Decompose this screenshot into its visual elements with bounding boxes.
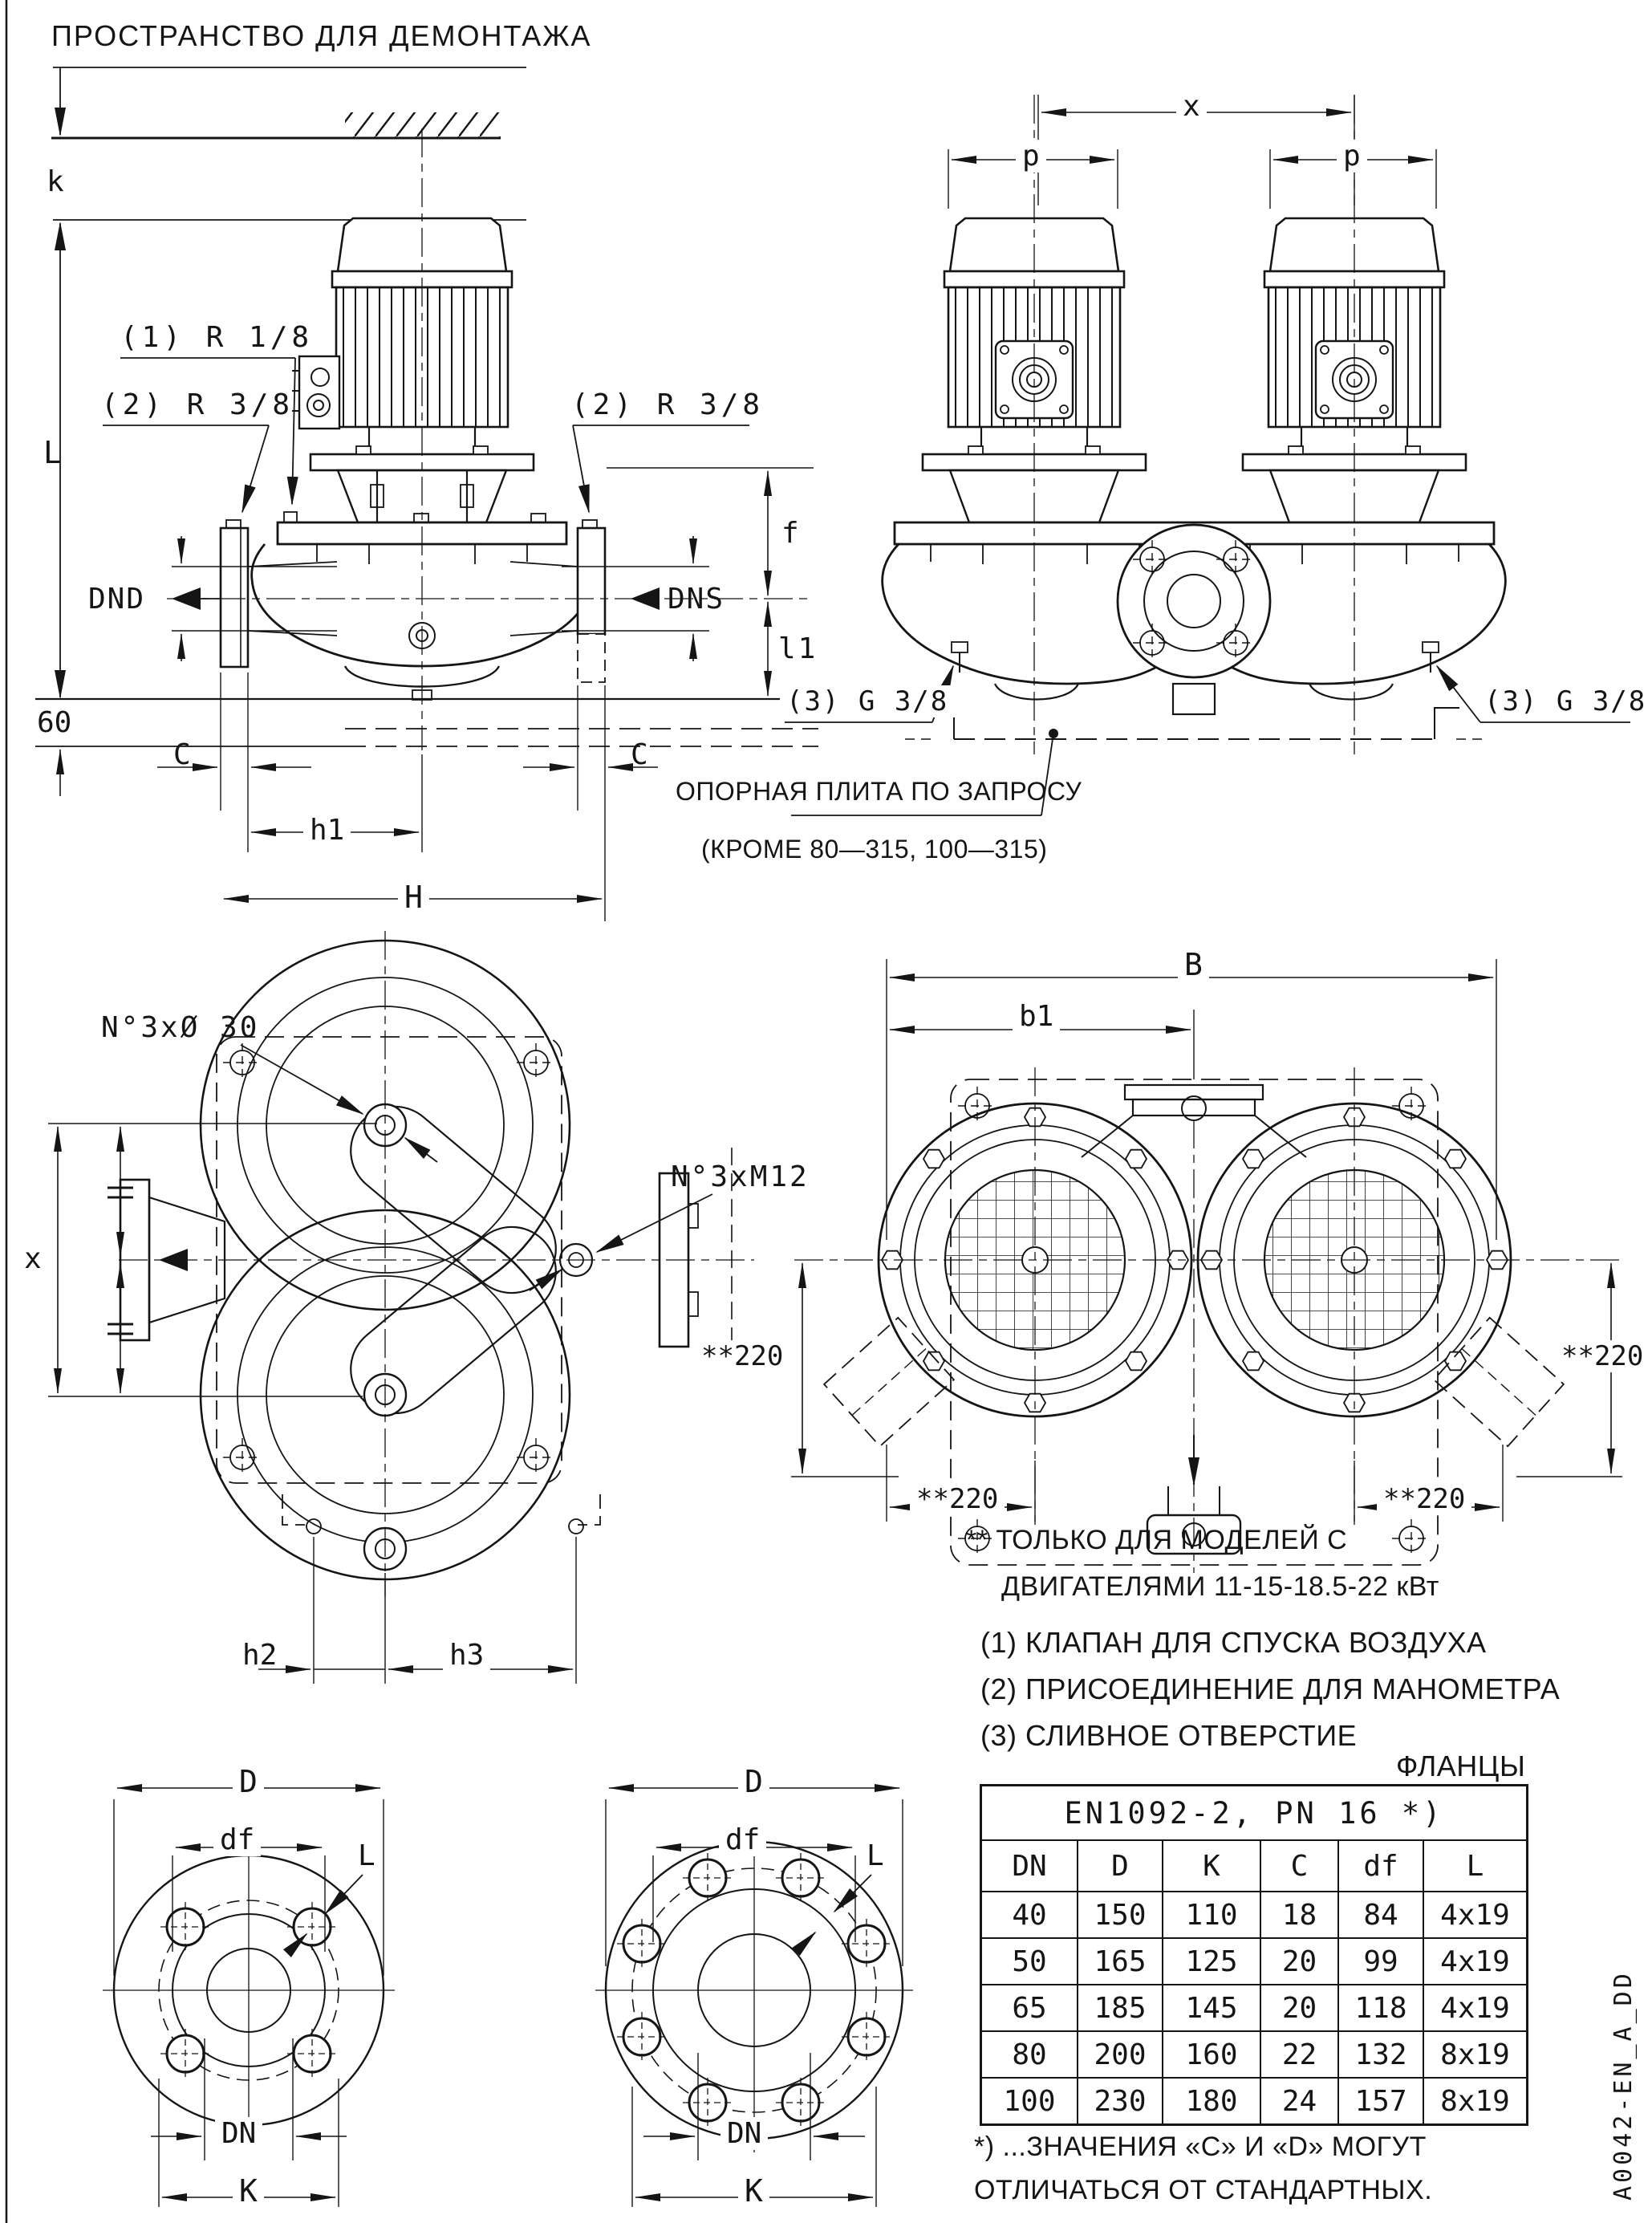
note-models-line2: ДВИГАТЕЛЯМИ 11-15-18.5-22 кВт (1001, 1571, 1439, 1602)
cell: 185 (1078, 1985, 1163, 2031)
callout-3-g38-left: (3) G 3/8 (780, 685, 955, 717)
table-footnote-line1: *) ...ЗНАЧЕНИЯ «C» И «D» МОГУТ (974, 2132, 1427, 2162)
cell: 180 (1163, 2078, 1260, 2125)
dual-top-view-art (791, 959, 1622, 1573)
cell: 230 (1078, 2078, 1163, 2125)
dim-f-label: f (781, 517, 799, 550)
dim-60-label: 60 (37, 706, 72, 739)
dim-h2-label: h2 (242, 1639, 278, 1672)
col-header-df: df (1338, 1840, 1423, 1892)
dim-H-label: H (398, 880, 429, 915)
cell: 157 (1338, 2078, 1423, 2125)
dim-220-left-v: **220 (695, 1340, 789, 1372)
dim-c-right-label: C (631, 738, 648, 771)
cell: 165 (1078, 1938, 1163, 1985)
dim-h3-label: h3 (443, 1639, 490, 1672)
note-item2: (2) ПРИСОЕДИНЕНИЕ ДЛЯ МАНОМЕТРА (980, 1672, 1561, 1705)
col-header-k: K (1163, 1840, 1260, 1892)
dim-p-right-label: p (1337, 140, 1367, 173)
table-row (981, 1892, 1528, 1938)
cell: 125 (1163, 1938, 1260, 1985)
callout-2-r38-right: (2) R 3/8 (571, 388, 765, 421)
dim-x-top-label: x (18, 1242, 48, 1275)
fdl-D-label: D (233, 1764, 264, 1799)
dim-220-left-h: **220 (910, 1483, 1005, 1515)
threads-note-label: N°3xM12 (671, 1160, 810, 1193)
callout-3-g38-right: (3) G 3/8 (1478, 685, 1652, 717)
cell: 200 (1078, 2031, 1163, 2078)
dim-x-front-label: x (1176, 90, 1207, 123)
cell: 150 (1078, 1892, 1163, 1938)
flanges-caption: ФЛАНЦЫ (1396, 1750, 1526, 1782)
col-header-d: D (1078, 1840, 1163, 1892)
cell: 50 (981, 1938, 1078, 1985)
cell: 65 (981, 1985, 1078, 2031)
fdr-D-label: D (738, 1764, 769, 1799)
cell: 118 (1338, 1985, 1423, 2031)
dim-k-label: k (47, 165, 64, 198)
callout-2-r38-left: (2) R 3/8 (101, 388, 294, 421)
cell: 110 (1163, 1892, 1260, 1938)
plate-note-line1: ОПОРНАЯ ПЛИТА ПО ЗАПРОСУ (676, 777, 1082, 806)
col-header-dn: DN (981, 1840, 1078, 1892)
note-models-line1: ** ТОЛЬКО ДЛЯ МОДЕЛЕЙ С (966, 1525, 1348, 1555)
flange-table-standard: EN1092-2, PN 16 *) (981, 1786, 1528, 1841)
dim-B-label: B (1178, 947, 1209, 982)
dim-220-right-v: **220 (1555, 1340, 1650, 1372)
table-footnote-line2: ОТЛИЧАТЬСЯ ОТ СТАНДАРТНЫХ. (974, 2175, 1433, 2205)
note-item3: (3) СЛИВНОЕ ОТВЕРСТИЕ (980, 1719, 1358, 1752)
cell: 8x19 (1423, 2031, 1528, 2078)
plate-note-line2: (КРОМЕ 80—315, 100—315) (701, 835, 1048, 864)
holes-note-label: N°3xØ 30 (101, 1011, 260, 1044)
flange-table (980, 1784, 1528, 2126)
cell: 100 (981, 2078, 1078, 2125)
cell: 22 (1260, 2031, 1338, 2078)
dim-c-left-label: C (173, 738, 191, 771)
table-row (981, 2031, 1528, 2078)
table-row (981, 1938, 1528, 1985)
fdr-K-label: K (738, 2173, 769, 2209)
table-row (981, 2078, 1528, 2125)
cell: 40 (981, 1892, 1078, 1938)
fdl-K-label: K (233, 2173, 264, 2209)
dim-b1-label: b1 (1013, 1000, 1060, 1033)
doc-code: A0042-EN_A_DD (1609, 1970, 1638, 2201)
cell: 4x19 (1423, 1892, 1528, 1938)
fdl-DN-label: DN (215, 2117, 262, 2150)
cell: 8x19 (1423, 2078, 1528, 2125)
port-dns-label: DNS (668, 583, 725, 616)
cell: 20 (1260, 1985, 1338, 2031)
cell: 4x19 (1423, 1985, 1528, 2031)
cell: 18 (1260, 1892, 1338, 1938)
cell: 24 (1260, 2078, 1338, 2125)
col-header-l: L (1423, 1840, 1528, 1892)
dim-220-right-h: **220 (1377, 1483, 1471, 1515)
cell: 132 (1338, 2031, 1423, 2078)
cell: 84 (1338, 1892, 1423, 1938)
cell: 160 (1163, 2031, 1260, 2078)
col-header-c: C (1260, 1840, 1338, 1892)
cell: 20 (1260, 1938, 1338, 1985)
cell: 99 (1338, 1938, 1423, 1985)
dim-L-label: L (43, 435, 62, 470)
fdl-L-label: L (358, 1839, 375, 1872)
dim-p-left-label: p (1016, 140, 1046, 173)
dim-l1-label: l1 (778, 632, 818, 665)
fdl-df-label: df (213, 1823, 261, 1856)
table-row (981, 1985, 1528, 2031)
note-item1: (1) КЛАПАН ДЛЯ СПУСКА ВОЗДУХА (980, 1626, 1487, 1659)
port-dnd-label: DND (88, 583, 146, 616)
cell: 4x19 (1423, 1938, 1528, 1985)
cell: 145 (1163, 1985, 1260, 2031)
cell: 80 (981, 2031, 1078, 2078)
fdr-df-label: df (719, 1823, 766, 1856)
callout-1-r18: (1) R 1/8 (120, 321, 314, 354)
title-dismantling-space: ПРОСТРАНСТВО ДЛЯ ДЕМОНТАЖА (51, 19, 592, 52)
fdr-DN-label: DN (720, 2117, 768, 2150)
dim-h1-label: h1 (303, 814, 351, 847)
fdr-L-label: L (867, 1839, 884, 1872)
